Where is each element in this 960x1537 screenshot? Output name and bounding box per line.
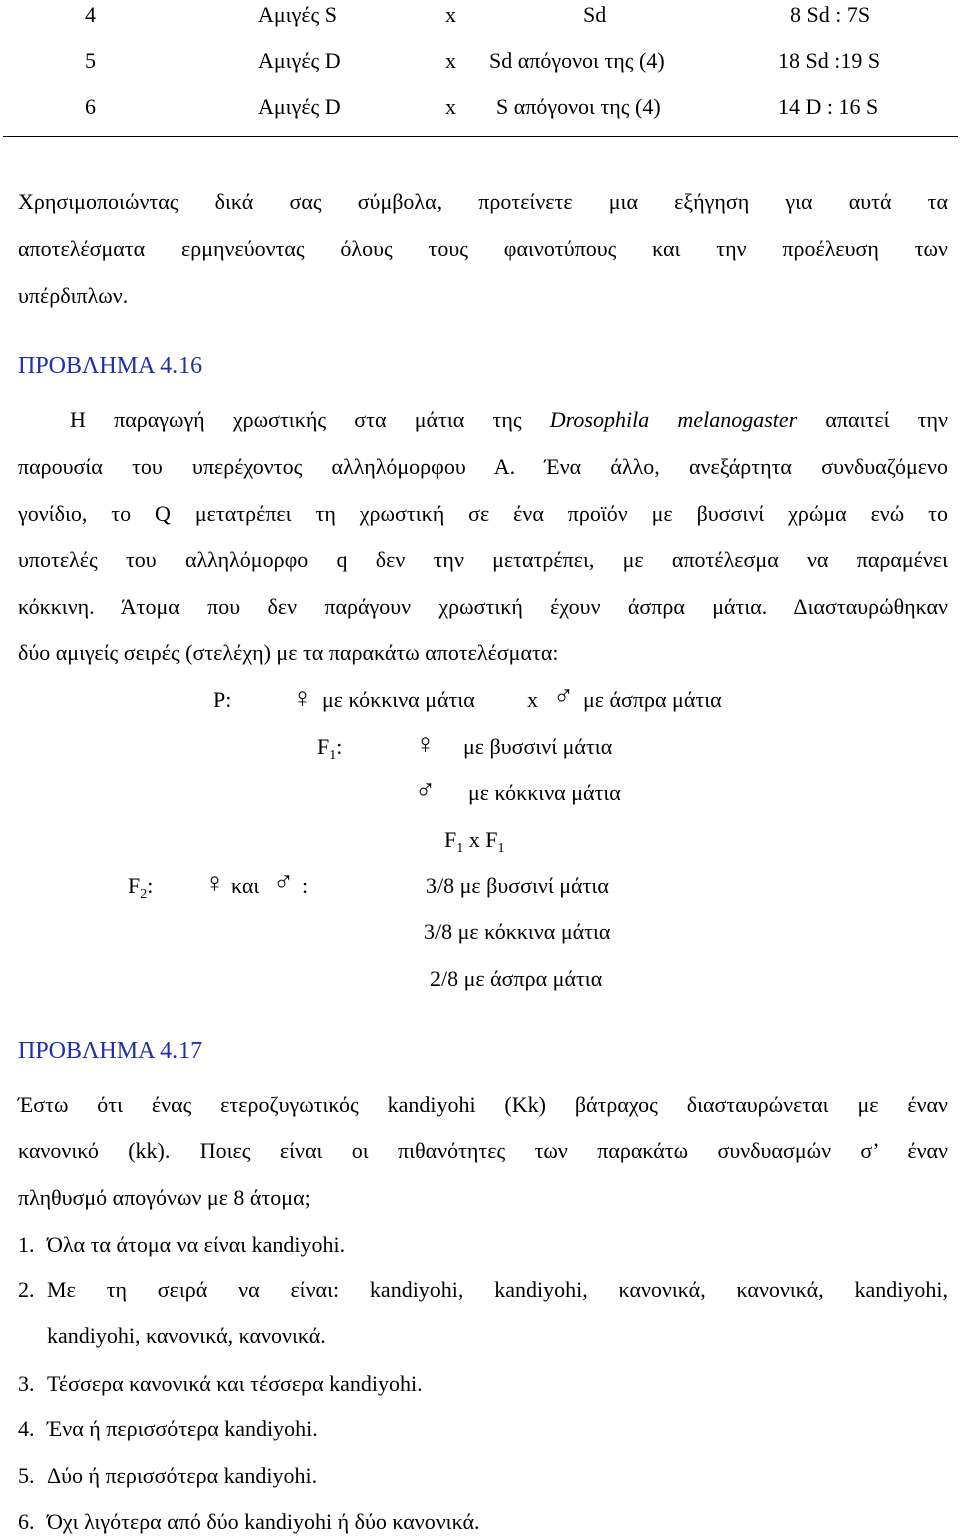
text-line: υπέρδιπλων.	[18, 283, 129, 308]
f1-label	[317, 736, 342, 763]
cross-symbol: x	[445, 48, 456, 73]
parent-2: Sd απόγονοι της (4)	[489, 48, 665, 73]
p-label: P:	[213, 687, 232, 712]
text-segment: Η παραγωγή χρωστικής στα μάτια της	[70, 407, 550, 432]
table-bottom-rule	[3, 136, 958, 137]
item-text: Ένα ή περισσότερα kandiyohi.	[47, 1416, 318, 1441]
result: 8 Sd : 7S	[790, 2, 871, 27]
f1-subscript: 1	[456, 841, 464, 856]
parent-1: Αμιγές D	[258, 48, 341, 73]
f2-label	[128, 875, 153, 902]
f1-subscript: 1	[497, 841, 505, 856]
f1-letter: F	[317, 734, 330, 759]
parent-2: Sd	[583, 2, 607, 27]
item-number: 2.	[18, 1277, 35, 1302]
f2-subscript: 2	[140, 887, 148, 902]
parent-1: Αμιγές D	[258, 94, 341, 119]
f2-and: και	[231, 873, 260, 898]
item-text: Δύο ή περισσότερα kandiyohi.	[47, 1463, 318, 1488]
text-line	[70, 409, 948, 431]
text-line: Χρησιμοποιώντας δικά σας σύμβολα, προτείνετε μια εξήγηση για αυτά τα	[18, 189, 948, 214]
cross-symbol: x	[527, 687, 538, 712]
male-symbol-icon: ♂	[415, 775, 436, 806]
f2-letter: F	[128, 873, 141, 898]
parent-1: Αμιγές S	[258, 2, 338, 27]
problem-title: ΠΡΟΒΛΗΜΑ 4.16	[18, 353, 203, 379]
cross-symbol: x	[445, 2, 456, 27]
result: 14 D : 16 S	[778, 94, 879, 119]
f2-colon: :	[147, 873, 154, 898]
item-text: Τέσσερα κανονικά και τέσσερα kandiyohi.	[47, 1371, 423, 1396]
female-symbol-icon: ♀	[415, 729, 436, 760]
f2-result: 2/8 με άσπρα μάτια	[430, 966, 603, 991]
male-symbol-icon: ♂	[553, 681, 574, 712]
female-symbol-icon: ♀	[292, 683, 313, 714]
item-number: 6.	[18, 1509, 35, 1534]
text-line: κανονικό (kk). Ποιες είναι οι πιθανότητες των παρακάτω συνδυασμών σ’ έναν	[18, 1138, 948, 1163]
item-text: Όλα τα άτομα να είναι kandiyohi.	[47, 1232, 346, 1257]
p-male-phenotype: με άσπρα μάτια	[583, 687, 722, 712]
text-line: Έστω ότι ένας ετεροζυγωτικός kandiyohi (Kk) βάτραχος διασταυρώνεται με έναν	[18, 1092, 948, 1117]
problem-title: ΠΡΟΒΛΗΜΑ 4.17	[18, 1038, 203, 1064]
text-line: υποτελές του αλληλόμορφο q δεν την μετατρέπει, με αποτέλεσμα να παραμένει	[18, 547, 948, 572]
cross-symbol: x	[445, 94, 456, 119]
item-number: 4.	[18, 1416, 35, 1441]
item-text-continued: kandiyohi, κανονικά, κανονικά.	[47, 1323, 326, 1348]
item-text: Όχι λιγότερα από δύο kandiyohi ή δύο κανονικά.	[47, 1509, 480, 1534]
row-number: 5	[85, 48, 96, 73]
text-line: πληθυσμό απογόνων με 8 άτομα;	[18, 1185, 311, 1210]
f1-subscript: 1	[329, 748, 337, 763]
text-line: δύο αμιγείς σειρές (στελέχη) με τα παρακάτω αποτελέσματα:	[18, 640, 559, 665]
species-name: Drosophila melanogaster	[549, 407, 798, 432]
f2-result: 3/8 με βυσσινί μάτια	[426, 873, 609, 898]
row-number: 4	[85, 2, 96, 27]
cross-text: x F	[463, 827, 498, 852]
f1-colon: :	[336, 734, 343, 759]
result: 18 Sd :19 S	[778, 48, 881, 73]
male-symbol-icon: ♂	[273, 867, 294, 898]
p-female-phenotype: με κόκκινα μάτια	[322, 687, 475, 712]
text-segment: απαιτεί την	[797, 407, 949, 432]
item-text: Με τη σειρά να είναι: kandiyohi, kandiyohi, κανονικά, κανονικά, kandiyohi,	[47, 1277, 948, 1302]
f1-male-phenotype: με κόκκινα μάτια	[468, 780, 621, 805]
f1-female-phenotype: με βυσσινί μάτια	[463, 734, 613, 759]
parent-2: S απόγονοι της (4)	[496, 94, 661, 119]
item-number: 1.	[18, 1232, 35, 1257]
item-number: 3.	[18, 1371, 35, 1396]
text-line: αποτελέσματα ερμηνεύοντας όλους τους φαινοτύπους και την προέλευση των	[18, 236, 948, 261]
text-line: παρουσία του υπερέχοντος αλληλόμορφου Α. Ένα άλλο, ανεξάρτητα συνδυαζόμενο	[18, 454, 948, 479]
row-number: 6	[85, 94, 96, 119]
item-number: 5.	[18, 1463, 35, 1488]
f2-result: 3/8 με κόκκινα μάτια	[424, 919, 611, 944]
text-line: κόκκινη. Άτομα που δεν παράγουν χρωστική έχουν άσπρα μάτια. Διασταυρώθηκαν	[18, 594, 948, 619]
f1-cross	[444, 829, 505, 856]
f1-letter: F	[444, 827, 457, 852]
f2-colon: :	[302, 873, 309, 898]
text-line: γονίδιο, το Q μετατρέπει τη χρωστική σε ένα προϊόν με βυσσινί χρώμα ενώ το	[18, 501, 948, 526]
female-symbol-icon: ♀	[204, 868, 225, 899]
